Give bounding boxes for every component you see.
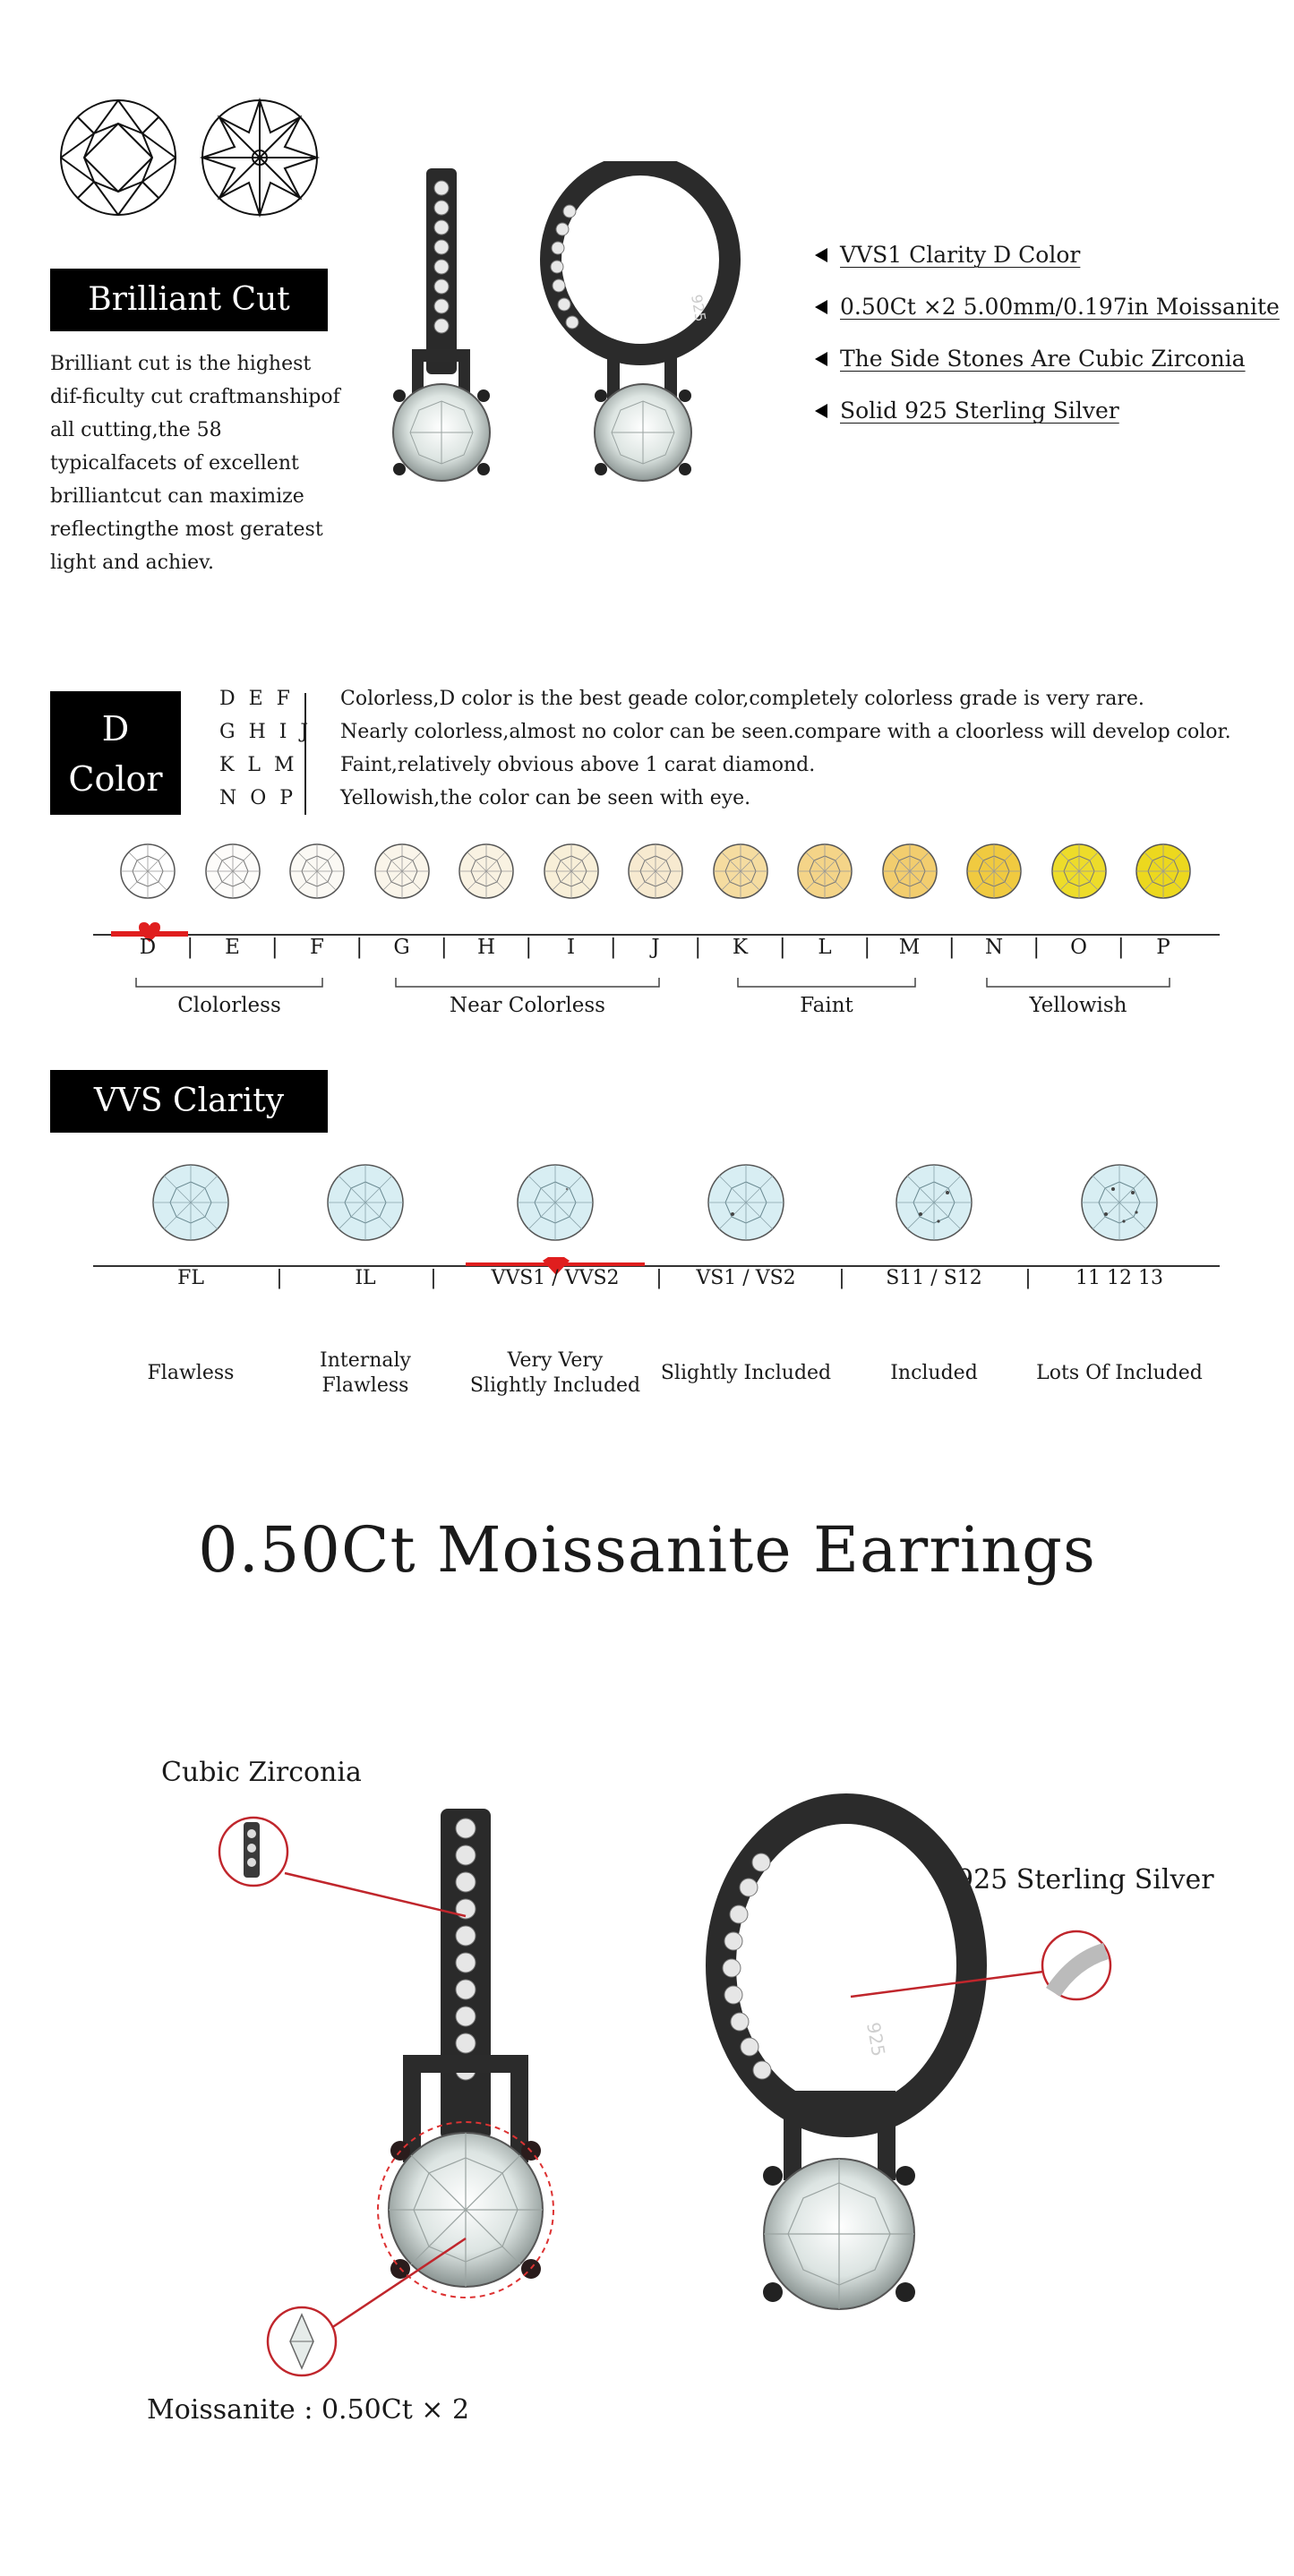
color-grade-o: O [1070,936,1087,959]
color-stone-f [287,842,347,901]
color-separator: | [1033,936,1041,959]
color-stone-m [880,842,939,901]
color-separator: | [778,936,786,959]
color-separator: | [609,936,617,959]
clarity-name-5: Lots Of Included [1036,1362,1203,1384]
clarity-stone-1 [325,1162,406,1243]
vvs-clarity-label: VVS Clarity [50,1070,328,1133]
color-grade-f: F [310,936,324,959]
brilliant-cut-top-diagram [57,97,179,218]
stamp-925-bottom: 925 [862,2020,890,2058]
color-stone-k [711,842,770,901]
color-grade-j: J [651,936,660,959]
clarity-stone-0 [150,1162,231,1243]
clarity-separator: | [276,1267,283,1289]
earrings-product-image-top [376,161,770,555]
color-stone-p [1134,842,1193,901]
color-grade-n: N [984,936,1004,959]
color-grade-d: D [139,936,157,959]
color-grade-l: L [818,936,832,959]
callout-moissanite: Moissanite : 0.50Ct × 2 [147,2394,470,2426]
grade-letters-list: D E F G H I J K L M N O P [219,688,313,809]
clarity-stone-5 [1079,1162,1160,1243]
triangle-bullet-icon [815,352,827,366]
color-separator: | [186,936,194,959]
stamp-925-top: 925 [688,293,710,323]
color-stone-d [118,842,177,901]
clarity-grade-2: VVS1 / VVS2 [491,1267,620,1289]
color-stone-h [457,842,516,901]
group-label-near-colorless: Near Colorless [450,994,605,1017]
color-separator: | [356,936,364,959]
color-separator: | [525,936,533,959]
color-stone-l [795,842,854,901]
color-separator: | [270,936,279,959]
clarity-separator: | [656,1267,663,1289]
clarity-name-0: Flawless [147,1362,235,1384]
clarity-grade-0: FL [177,1267,204,1289]
clarity-name-4: Included [890,1362,978,1384]
triangle-bullet-icon [815,300,827,314]
color-stone-g [373,842,432,901]
d-color-label: D Color [50,691,181,815]
color-separator: | [947,936,956,959]
triangle-bullet-icon [815,248,827,262]
color-separator: | [694,936,702,959]
callout-sterling-silver: 925 Sterling Silver [956,1864,1214,1896]
color-grade-k: K [732,936,749,959]
color-grade-g: G [393,936,410,959]
product-title: 0.50Ct Moissanite Earrings [198,1513,1096,1587]
clarity-grade-3: VS1 / VS2 [696,1267,796,1289]
clarity-name-2: Very Very Slightly Included [469,1349,641,1397]
color-group-brackets [0,976,1294,994]
color-stone-j [626,842,685,901]
feature-item-side-stones: The Side Stones Are Cubic Zirconia [815,346,1246,372]
clarity-grade-1: IL [355,1267,376,1289]
brilliant-cut-label: Brilliant Cut [50,269,328,331]
feature-item-clarity: VVS1 Clarity D Color [815,242,1080,268]
feature-item-moissanite: 0.50Ct ×2 5.00mm/0.197in Moissanite [815,294,1280,320]
color-grade-e: E [225,936,240,959]
color-stone-i [542,842,601,901]
clarity-name-1: Internaly Flawless [320,1349,411,1397]
clarity-stone-4 [894,1162,974,1243]
group-label-faint: Faint [800,994,853,1017]
group-label-colorless: Clolorless [177,994,281,1017]
grade-descriptions: Colorless,D color is the best geade color,completely colorless grade is very rare. Nearly colorless,almost no color can be seen.compare with a cloorless will develop color. Faint,relatively obvious above 1 carat diamond. Yellowish,the color can be seen with eye. [340,688,1231,809]
brilliant-cut-bottom-diagram [199,97,321,218]
feature-item-silver: Solid 925 Sterling Silver [815,398,1119,424]
clarity-stone-3 [706,1162,786,1243]
color-grade-p: P [1156,936,1170,959]
clarity-grade-4: S11 / S12 [886,1267,982,1289]
clarity-separator: | [1024,1267,1032,1289]
callout-connectors [0,1782,1294,2409]
brilliant-cut-description: Brilliant cut is the highest dif-ficulty cut craftmanshipof all cutting,the 58 typicalfacets of excellent brilliantcut can maximize reflectingthe most geratest light and achiev. [50,353,340,574]
color-stone-e [203,842,262,901]
clarity-separator: | [430,1267,437,1289]
color-grade-m: M [898,936,921,959]
color-separator: | [863,936,871,959]
color-grade-i: I [566,936,576,959]
clarity-stone-2 [515,1162,596,1243]
group-label-yellowish: Yellowish [1029,994,1127,1017]
triangle-bullet-icon [815,404,827,418]
color-grade-h: H [476,936,496,959]
color-stone-o [1050,842,1109,901]
clarity-name-3: Slightly Included [660,1362,832,1384]
color-stone-n [964,842,1024,901]
color-separator: | [1117,936,1125,959]
clarity-grade-5: 11 12 13 [1075,1267,1163,1289]
color-separator: | [440,936,448,959]
clarity-separator: | [838,1267,845,1289]
callout-cubic-zirconia: Cubic Zirconia [161,1757,362,1788]
